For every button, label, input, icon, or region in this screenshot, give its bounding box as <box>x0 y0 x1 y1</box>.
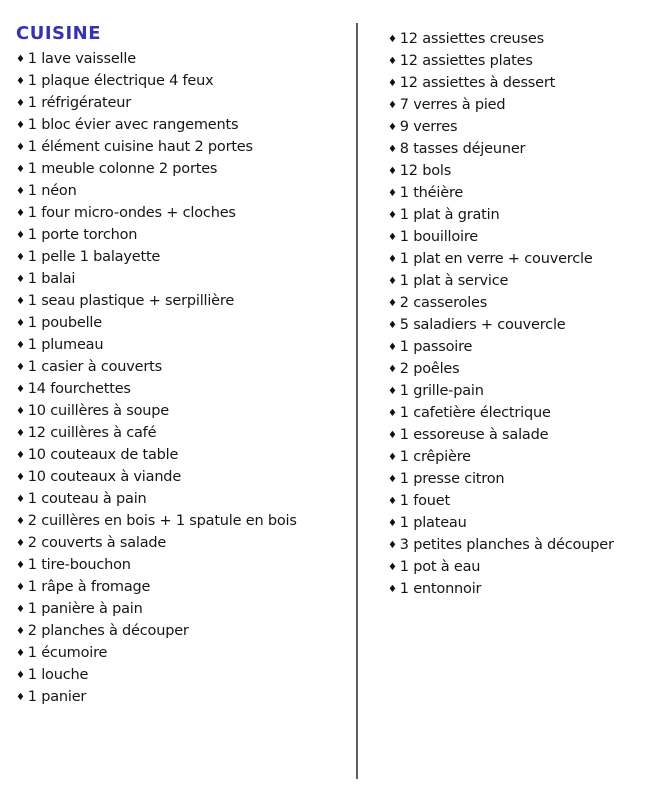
list-item <box>388 513 648 535</box>
diamond-bullet-icon: ♦ <box>388 297 397 309</box>
diamond-bullet-icon: ♦ <box>388 209 397 221</box>
list-item <box>388 337 648 359</box>
list-item <box>388 469 648 491</box>
diamond-bullet-icon: ♦ <box>16 141 25 153</box>
item-text: 2 poêles <box>399 361 460 377</box>
item-text: 1 néon <box>27 183 77 199</box>
list-item <box>388 359 648 381</box>
list-item <box>388 161 648 183</box>
list-item <box>388 293 648 315</box>
diamond-bullet-icon: ♦ <box>16 647 25 659</box>
item-text: 1 pot à eau <box>399 559 481 575</box>
list-item <box>388 535 648 557</box>
item-text: 1 plat à gratin <box>399 207 500 223</box>
list-item <box>16 71 346 93</box>
list-item <box>388 381 648 403</box>
item-text: 1 pelle 1 balayette <box>27 249 161 265</box>
diamond-bullet-icon: ♦ <box>388 517 397 529</box>
diamond-bullet-icon: ♦ <box>388 495 397 507</box>
list-item <box>388 29 648 51</box>
item-text: 1 bloc évier avec rangements <box>27 117 239 133</box>
list-item <box>16 379 346 401</box>
page-title: CUISINE <box>16 23 102 44</box>
item-text: 10 cuillères à soupe <box>27 403 169 419</box>
diamond-bullet-icon: ♦ <box>388 539 397 551</box>
diamond-bullet-icon: ♦ <box>16 251 25 263</box>
item-text: 1 passoire <box>399 339 473 355</box>
list-item <box>16 423 346 445</box>
diamond-bullet-icon: ♦ <box>16 669 25 681</box>
diamond-bullet-icon: ♦ <box>16 383 25 395</box>
diamond-bullet-icon: ♦ <box>388 143 397 155</box>
list-item <box>16 137 346 159</box>
item-text: 1 écumoire <box>27 645 108 661</box>
diamond-bullet-icon: ♦ <box>388 275 397 287</box>
item-text: 3 petites planches à découper <box>399 537 614 553</box>
list-item <box>16 687 346 709</box>
item-text: 1 réfrigérateur <box>27 95 131 111</box>
diamond-bullet-icon: ♦ <box>388 165 397 177</box>
item-text: 1 plat à service <box>399 273 509 289</box>
list-item <box>388 315 648 337</box>
item-text: 1 cafetière électrique <box>399 405 551 421</box>
right-column <box>388 29 648 601</box>
diamond-bullet-icon: ♦ <box>388 99 397 111</box>
list-item <box>388 491 648 513</box>
list-item <box>388 117 648 139</box>
item-text: 2 couverts à salade <box>27 535 167 551</box>
item-text: 12 assiettes creuses <box>399 31 544 47</box>
list-item <box>16 357 346 379</box>
list-item <box>388 425 648 447</box>
list-item <box>16 621 346 643</box>
item-text: 1 tire-bouchon <box>27 557 131 573</box>
item-text: 1 entonnoir <box>399 581 482 597</box>
diamond-bullet-icon: ♦ <box>16 185 25 197</box>
list-item <box>16 401 346 423</box>
diamond-bullet-icon: ♦ <box>388 451 397 463</box>
list-item <box>388 403 648 425</box>
list-item <box>16 291 346 313</box>
diamond-bullet-icon: ♦ <box>16 229 25 241</box>
diamond-bullet-icon: ♦ <box>16 603 25 615</box>
item-text: 12 assiettes à dessert <box>399 75 556 91</box>
diamond-bullet-icon: ♦ <box>16 625 25 637</box>
diamond-bullet-icon: ♦ <box>388 341 397 353</box>
left-item-list <box>16 49 346 709</box>
list-item <box>16 225 346 247</box>
list-item <box>16 533 346 555</box>
item-text: 2 cuillères en bois + 1 spatule en bois <box>27 513 297 529</box>
item-text: 8 tasses déjeuner <box>399 141 526 157</box>
list-item <box>388 557 648 579</box>
item-text: 10 couteaux de table <box>27 447 179 463</box>
item-text: 1 panier <box>27 689 87 705</box>
list-item <box>16 93 346 115</box>
item-text: 2 casseroles <box>399 295 488 311</box>
list-item <box>16 599 346 621</box>
diamond-bullet-icon: ♦ <box>388 33 397 45</box>
item-text: 1 presse citron <box>399 471 505 487</box>
item-text: 1 louche <box>27 667 89 683</box>
list-item <box>16 467 346 489</box>
list-item <box>388 579 648 601</box>
diamond-bullet-icon: ♦ <box>388 583 397 595</box>
item-text: 1 porte torchon <box>27 227 138 243</box>
diamond-bullet-icon: ♦ <box>16 273 25 285</box>
list-item <box>388 205 648 227</box>
list-item <box>16 511 346 533</box>
item-text: 1 lave vaisselle <box>27 51 136 67</box>
diamond-bullet-icon: ♦ <box>16 493 25 505</box>
item-text: 7 verres à pied <box>399 97 506 113</box>
list-item <box>16 49 346 71</box>
list-item <box>388 249 648 271</box>
item-text: 1 couteau à pain <box>27 491 147 507</box>
diamond-bullet-icon: ♦ <box>16 97 25 109</box>
diamond-bullet-icon: ♦ <box>388 121 397 133</box>
diamond-bullet-icon: ♦ <box>16 317 25 329</box>
list-item <box>388 271 648 293</box>
list-item <box>16 665 346 687</box>
list-item <box>16 159 346 181</box>
diamond-bullet-icon: ♦ <box>388 429 397 441</box>
diamond-bullet-icon: ♦ <box>16 361 25 373</box>
diamond-bullet-icon: ♦ <box>388 561 397 573</box>
diamond-bullet-icon: ♦ <box>16 537 25 549</box>
diamond-bullet-icon: ♦ <box>16 75 25 87</box>
item-text: 1 élément cuisine haut 2 portes <box>27 139 253 155</box>
list-item <box>16 577 346 599</box>
diamond-bullet-icon: ♦ <box>16 119 25 131</box>
diamond-bullet-icon: ♦ <box>16 581 25 593</box>
list-item <box>16 115 346 137</box>
list-item <box>388 95 648 117</box>
item-text: 12 bols <box>399 163 452 179</box>
item-text: 1 crêpière <box>399 449 471 465</box>
column-divider-line <box>356 23 358 779</box>
diamond-bullet-icon: ♦ <box>388 473 397 485</box>
right-item-list <box>388 29 648 601</box>
list-item <box>16 555 346 577</box>
list-item <box>388 139 648 161</box>
item-text: 1 grille-pain <box>399 383 484 399</box>
diamond-bullet-icon: ♦ <box>388 55 397 67</box>
item-text: 1 balai <box>27 271 76 287</box>
list-item <box>16 335 346 357</box>
item-text: 1 plumeau <box>27 337 104 353</box>
item-text: 1 plateau <box>399 515 467 531</box>
list-item <box>16 445 346 467</box>
item-text: 12 assiettes plates <box>399 53 533 69</box>
item-text: 1 panière à pain <box>27 601 143 617</box>
item-text: 1 bouilloire <box>399 229 479 245</box>
diamond-bullet-icon: ♦ <box>388 363 397 375</box>
list-item <box>388 227 648 249</box>
diamond-bullet-icon: ♦ <box>388 231 397 243</box>
list-item <box>16 313 346 335</box>
list-item <box>16 247 346 269</box>
diamond-bullet-icon: ♦ <box>16 471 25 483</box>
diamond-bullet-icon: ♦ <box>388 253 397 265</box>
item-text: 1 plat en verre + couvercle <box>399 251 593 267</box>
item-text: 1 meuble colonne 2 portes <box>27 161 218 177</box>
item-text: 1 four micro-ondes + cloches <box>27 205 236 221</box>
item-text: 1 théière <box>399 185 464 201</box>
item-text: 1 râpe à fromage <box>27 579 151 595</box>
item-text: 5 saladiers + couvercle <box>399 317 566 333</box>
diamond-bullet-icon: ♦ <box>16 339 25 351</box>
item-text: 10 couteaux à viande <box>27 469 182 485</box>
diamond-bullet-icon: ♦ <box>16 427 25 439</box>
left-column <box>16 23 346 709</box>
diamond-bullet-icon: ♦ <box>388 319 397 331</box>
item-text: 1 essoreuse à salade <box>399 427 549 443</box>
item-text: 12 cuillères à café <box>27 425 157 441</box>
item-text: 9 verres <box>399 119 458 135</box>
list-item <box>388 447 648 469</box>
list-item <box>16 269 346 291</box>
list-item <box>16 489 346 511</box>
list-item <box>16 203 346 225</box>
list-item <box>388 73 648 95</box>
diamond-bullet-icon: ♦ <box>16 207 25 219</box>
diamond-bullet-icon: ♦ <box>388 187 397 199</box>
item-text: 1 plaque électrique 4 feux <box>27 73 214 89</box>
item-text: 1 fouet <box>399 493 450 509</box>
list-item <box>388 51 648 73</box>
list-item <box>388 183 648 205</box>
diamond-bullet-icon: ♦ <box>388 407 397 419</box>
diamond-bullet-icon: ♦ <box>388 77 397 89</box>
diamond-bullet-icon: ♦ <box>16 449 25 461</box>
item-text: 1 seau plastique + serpillière <box>27 293 235 309</box>
item-text: 14 fourchettes <box>27 381 131 397</box>
item-text: 1 casier à couverts <box>27 359 162 375</box>
diamond-bullet-icon: ♦ <box>16 405 25 417</box>
diamond-bullet-icon: ♦ <box>16 691 25 703</box>
item-text: 2 planches à découper <box>27 623 189 639</box>
diamond-bullet-icon: ♦ <box>16 515 25 527</box>
item-text: 1 poubelle <box>27 315 102 331</box>
diamond-bullet-icon: ♦ <box>16 163 25 175</box>
diamond-bullet-icon: ♦ <box>16 295 25 307</box>
diamond-bullet-icon: ♦ <box>16 559 25 571</box>
diamond-bullet-icon: ♦ <box>388 385 397 397</box>
diamond-bullet-icon: ♦ <box>16 53 25 65</box>
list-item <box>16 181 346 203</box>
list-item <box>16 643 346 665</box>
